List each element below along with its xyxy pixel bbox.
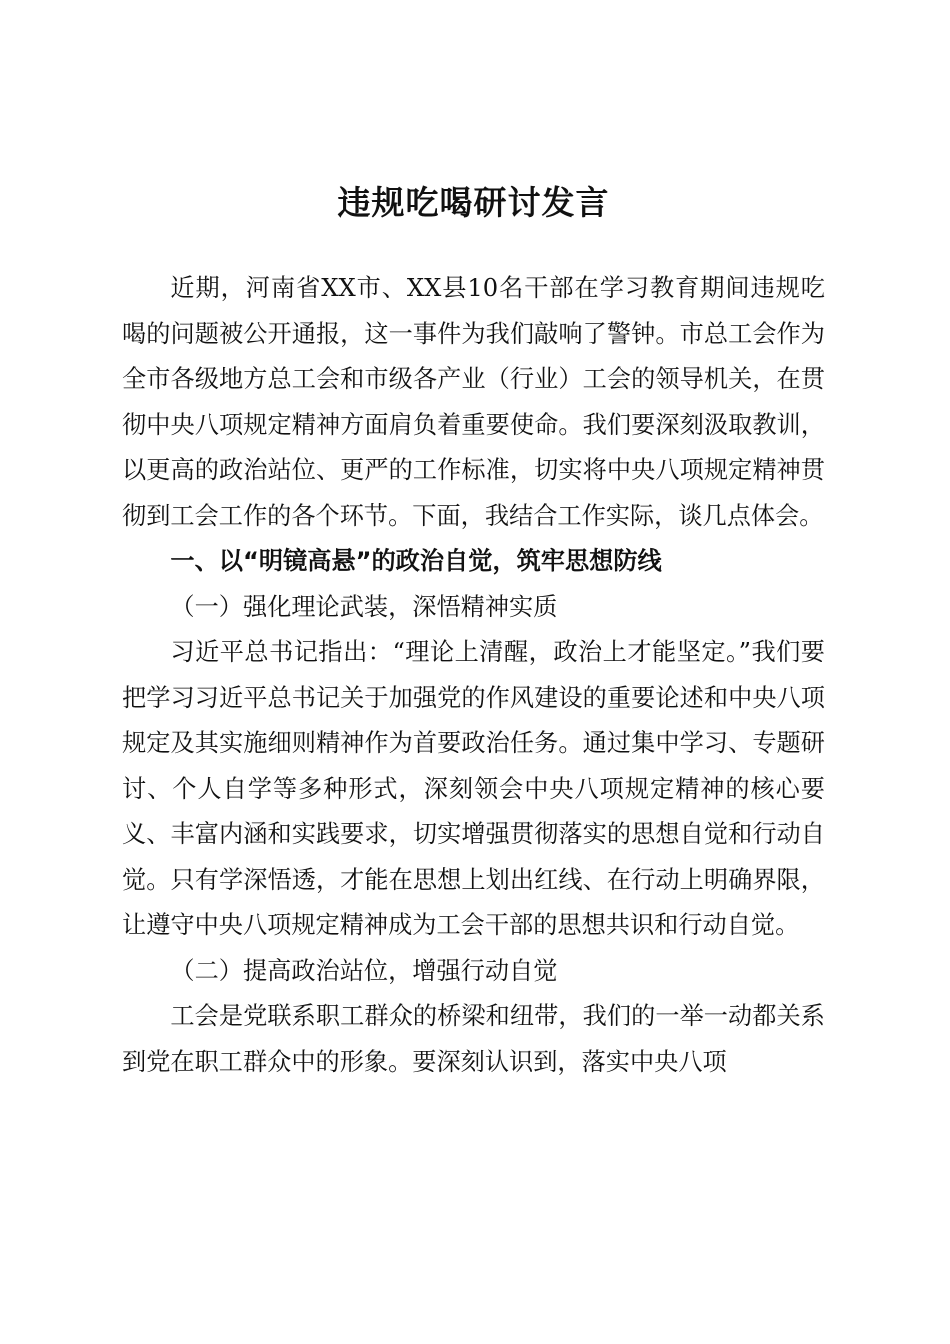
body-paragraph-2: 工会是党联系职工群众的桥梁和纽带，我们的一举一动都关系到党在职工群众中的形象。要深刻认识到，落实中央八项 (122, 1002, 825, 1076)
document-page (122, 178, 825, 1085)
section-heading-1: 一、以“明镜高悬”的政治自觉，筑牢思想防线 (170, 547, 662, 575)
body-paragraph-1: 习近平总书记指出：“理论上清醒，政治上才能坚定。”我们要把学习习近平总书记关于加强党的作风建设的重要论述和中央八项规定及其实施细则精神作为首要政治任务。通过集中学习、专题研讨、个人自学等多种形式，深刻领会中央八项规定精神的核心要义、丰富内涵和实践要求，切实增强贯彻落实的思想自觉和行动自觉。只有学深悟透，才能在思想上划出红线、在行动上明确界限，让遵守中央八项规定精神成为工会干部的思想共识和行动自觉。 (122, 638, 825, 939)
subsection-heading-2: （二）提高政治站位，增强行动自觉 (170, 956, 558, 985)
intro-paragraph: 近期，河南省XX市、XX县10名干部在学习教育期间违规吃喝的问题被公开通报，这一事件为我们敲响了警钟。市总工会作为全市各级地方总工会和市级各产业（行业）工会的领导机关，在贯彻中央八项规定精神方面肩负着重要使命。我们要深刻汲取教训，以更高的政治站位、更严的工作标准，切实将中央八项规定精神贯彻到工会工作的各个环节。下面，我结合工作实际，谈几点体会。 (122, 274, 825, 530)
document-title: 违规吃喝研讨发言 (337, 183, 610, 222)
subsection-heading-1: （一）强化理论武装，深悟精神实质 (170, 592, 558, 621)
